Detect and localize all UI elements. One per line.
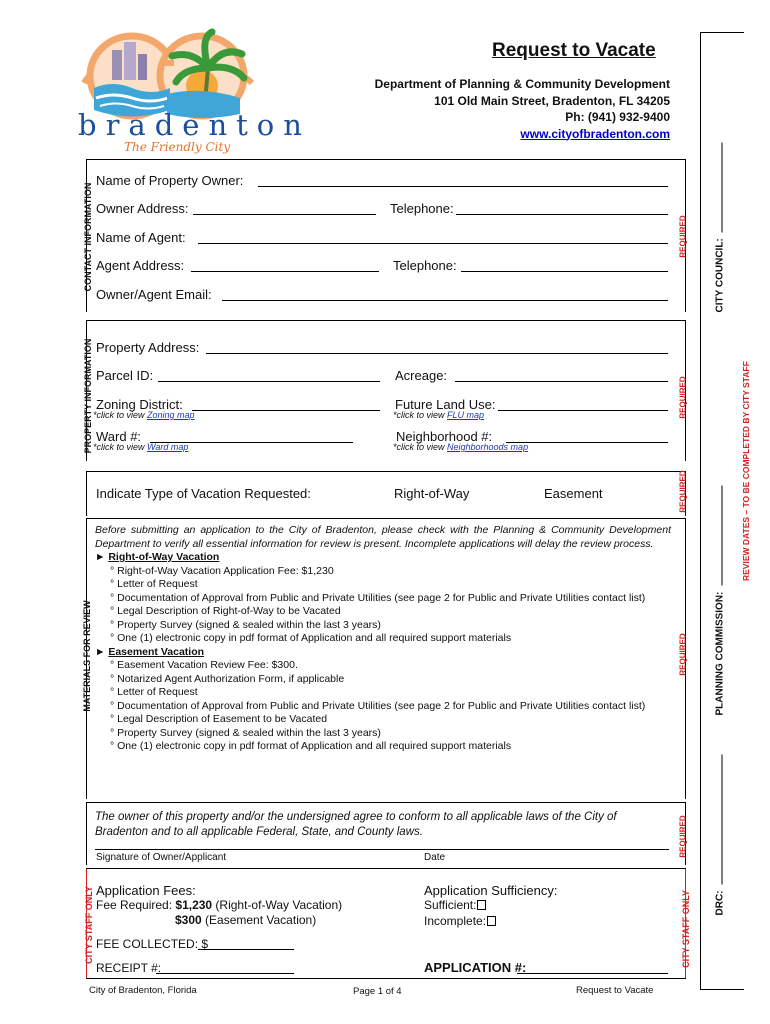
owner-name-label: Name of Property Owner: (96, 173, 244, 188)
email-label: Owner/Agent Email: (96, 287, 212, 302)
drc-label (715, 736, 726, 916)
list-item: ° Documentation of Approval from Public and Private Utilities (see page 2 for Public and Private Utilities contact list) (110, 699, 646, 712)
staff-section-label-left: CITY STAFF ONLY (84, 886, 94, 964)
sufficient-label: Sufficient: (424, 898, 477, 912)
ward-map-note (93, 442, 188, 452)
staff-section-label-right: CITY STAFF ONLY (681, 890, 691, 968)
list-item: ° Documentation of Approval from Public and Private Utilities (see page 2 for Public and Private Utilities contact list) (110, 591, 646, 604)
email-field[interactable] (222, 300, 668, 301)
signature-field[interactable] (95, 849, 669, 850)
sufficient-line (424, 898, 486, 912)
list-item: ° Letter of Request (110, 686, 198, 698)
list-item: ° Right-of-Way Vacation Application Fee: $1,230 (110, 564, 334, 577)
fee-easement-desc: (Easement Vacation) (201, 913, 317, 927)
acreage-field[interactable] (455, 381, 668, 382)
contact-section-label: CONTACT INFORMATION (83, 182, 93, 292)
receipt-label: RECEIPT #: (96, 961, 162, 975)
parcel-id-label: Parcel ID: (96, 368, 154, 383)
fees-title: Application Fees: (96, 883, 196, 898)
vacation-type-label: Indicate Type of Vacation Requested: (96, 486, 311, 501)
agent-telephone-label: Telephone: (393, 258, 457, 273)
city-council-label (715, 123, 726, 313)
list-item: ° Easement Vacation Review Fee: $300. (110, 659, 298, 671)
neighborhood-note-text: *click to view (393, 442, 448, 452)
property-required-label: REQUIRED (678, 376, 688, 419)
row-vacation-heading (95, 551, 671, 565)
property-address-field[interactable] (206, 353, 668, 354)
drc-field[interactable] (722, 755, 723, 885)
neighborhood-map-note (393, 442, 528, 452)
zoning-map-link[interactable]: Zoning map (147, 410, 195, 420)
fee-easement-amount: $300 (175, 913, 202, 927)
receipt-field[interactable] (156, 973, 294, 974)
flu-map-note (393, 410, 484, 420)
city-council-text: CITY COUNCIL: (714, 238, 726, 313)
department-name: Department of Planning & Community Development (374, 77, 670, 91)
footer-city: City of Bradenton, Florida (89, 985, 197, 996)
neighborhood-field[interactable] (506, 442, 668, 443)
list-item: ° Letter of Request (110, 578, 198, 590)
fee-easement-line (175, 913, 316, 927)
materials-content (95, 524, 671, 754)
contact-required-label: REQUIRED (678, 215, 688, 258)
fee-required-prefix: Fee Required: (96, 898, 176, 912)
planning-commission-label (715, 476, 726, 716)
department-phone: Ph: (941) 932-9400 (565, 110, 670, 124)
department-address: 101 Old Main Street, Bradenton, FL 34205 (434, 93, 670, 108)
page-title: Request to Vacate (492, 40, 656, 61)
vacation-option-easement[interactable]: Easement (544, 486, 603, 501)
planning-commission-field[interactable] (722, 486, 723, 586)
flu-note-text: *click to view (393, 410, 448, 420)
sufficient-checkbox[interactable] (477, 900, 486, 910)
ward-label: Ward #: (96, 429, 142, 444)
owner-address-label: Owner Address: (96, 201, 189, 216)
zoning-district-label: Zoning District: (96, 397, 183, 412)
owner-address-field[interactable] (193, 214, 376, 215)
application-number-field[interactable] (517, 973, 668, 974)
signature-statement: The owner of this property and/or the undersigned agree to conform to all applicable laws of the City of Bradenton and to all applicable Federal, State, and County laws. (95, 811, 617, 838)
planning-commission-text: PLANNING COMMISSION: (714, 591, 726, 716)
vacation-option-right-of-way[interactable]: Right-of-Way (394, 486, 470, 501)
signature-required-label: REQUIRED (678, 815, 688, 858)
agent-name-label: Name of Agent: (96, 230, 186, 245)
fee-collected-field[interactable] (198, 949, 294, 950)
neighborhood-label: Neighborhood #: (396, 429, 493, 444)
future-land-use-label: Future Land Use: (395, 397, 496, 412)
incomplete-label: Incomplete: (424, 914, 487, 928)
drc-text: DRC: (714, 890, 726, 916)
city-logo (72, 28, 311, 154)
agent-address-label: Agent Address: (96, 258, 185, 273)
easement-vacation-heading (95, 646, 671, 660)
list-item: ° Legal Description of Easement to be Vacated (110, 713, 328, 725)
acreage-label: Acreage: (395, 368, 448, 383)
signature-label: Signature of Owner/Applicant (96, 852, 227, 863)
agent-telephone-field[interactable] (461, 271, 668, 272)
fee-row-desc: (Right-of-Way Vacation) (212, 898, 343, 912)
fee-row-amount: $1,230 (175, 898, 213, 912)
easement-vacation-heading-text: Easement Vacation (108, 645, 205, 658)
list-item: ° One (1) electronic copy in pdf format of Application and all required support materials (110, 740, 512, 752)
owner-telephone-field[interactable] (456, 214, 668, 215)
agent-address-field[interactable] (191, 271, 379, 272)
parcel-id-field[interactable] (158, 381, 380, 382)
arrow-right-icon: ► (95, 551, 109, 563)
zoning-district-field[interactable] (192, 410, 380, 411)
materials-section-label: MATERIALS FOR REVIEW (82, 600, 92, 712)
city-council-field[interactable] (722, 142, 723, 232)
owner-name-field[interactable] (258, 186, 668, 187)
sufficiency-title: Application Sufficiency: (424, 883, 558, 898)
ward-note-text: *click to view (93, 442, 148, 452)
incomplete-line (424, 914, 496, 928)
list-item: ° One (1) electronic copy in pdf format of Application and all required support materials (110, 632, 512, 644)
materials-intro: Before submitting an application to the City of Bradenton, please check with the Planning & Community Development Department to verify all essential information for review is present. Incomplete applications will delay the review process. (95, 524, 671, 550)
arrow-right-icon: ► (95, 645, 109, 658)
flu-map-link[interactable]: FLU map (447, 410, 485, 420)
divider (86, 978, 686, 979)
future-land-use-field[interactable] (498, 410, 668, 411)
property-address-label: Property Address: (96, 340, 200, 355)
list-item: ° Property Survey (signed & sealed within the last 3 years) (110, 726, 381, 739)
agent-name-field[interactable] (198, 243, 668, 244)
date-label: Date (424, 852, 446, 863)
fee-row-line (96, 898, 342, 912)
department-website-link[interactable]: www.cityofbradenton.com (520, 126, 670, 141)
list-item: ° Legal Description of Right-of-Way to be Vacated (110, 605, 341, 617)
materials-required-label: REQUIRED (678, 633, 688, 676)
footer-document-name: Request to Vacate (576, 985, 654, 996)
ward-map-link[interactable]: Ward map (147, 442, 189, 452)
row-vacation-heading-text: Right-of-Way Vacation (108, 551, 220, 563)
incomplete-checkbox[interactable] (487, 916, 496, 926)
owner-telephone-label: Telephone: (390, 201, 454, 216)
list-item: ° Notarized Agent Authorization Form, if applicable (110, 672, 345, 685)
fee-collected-label: FEE COLLECTED: $ (96, 937, 209, 951)
logo-name: bradenton (78, 108, 311, 142)
divider (86, 159, 686, 160)
review-dates-label: REVIEW DATES – TO BE COMPLETED BY CITY STAFF (741, 361, 751, 581)
footer-page-number: Page 1 of 4 (353, 986, 402, 997)
zoning-note-text: *click to view (93, 410, 148, 420)
neighborhood-map-link[interactable]: Neighborhoods map (447, 442, 529, 452)
zoning-map-note (93, 410, 195, 420)
application-number-label: APPLICATION #: (424, 960, 527, 975)
department-block (330, 76, 670, 142)
vacation-required-label: REQUIRED (678, 470, 688, 513)
property-section-label: PROPERTY INFORMATION (83, 338, 93, 454)
list-item: ° Property Survey (signed & sealed within the last 3 years) (110, 618, 381, 631)
logo-tagline: The Friendly City (124, 140, 231, 154)
